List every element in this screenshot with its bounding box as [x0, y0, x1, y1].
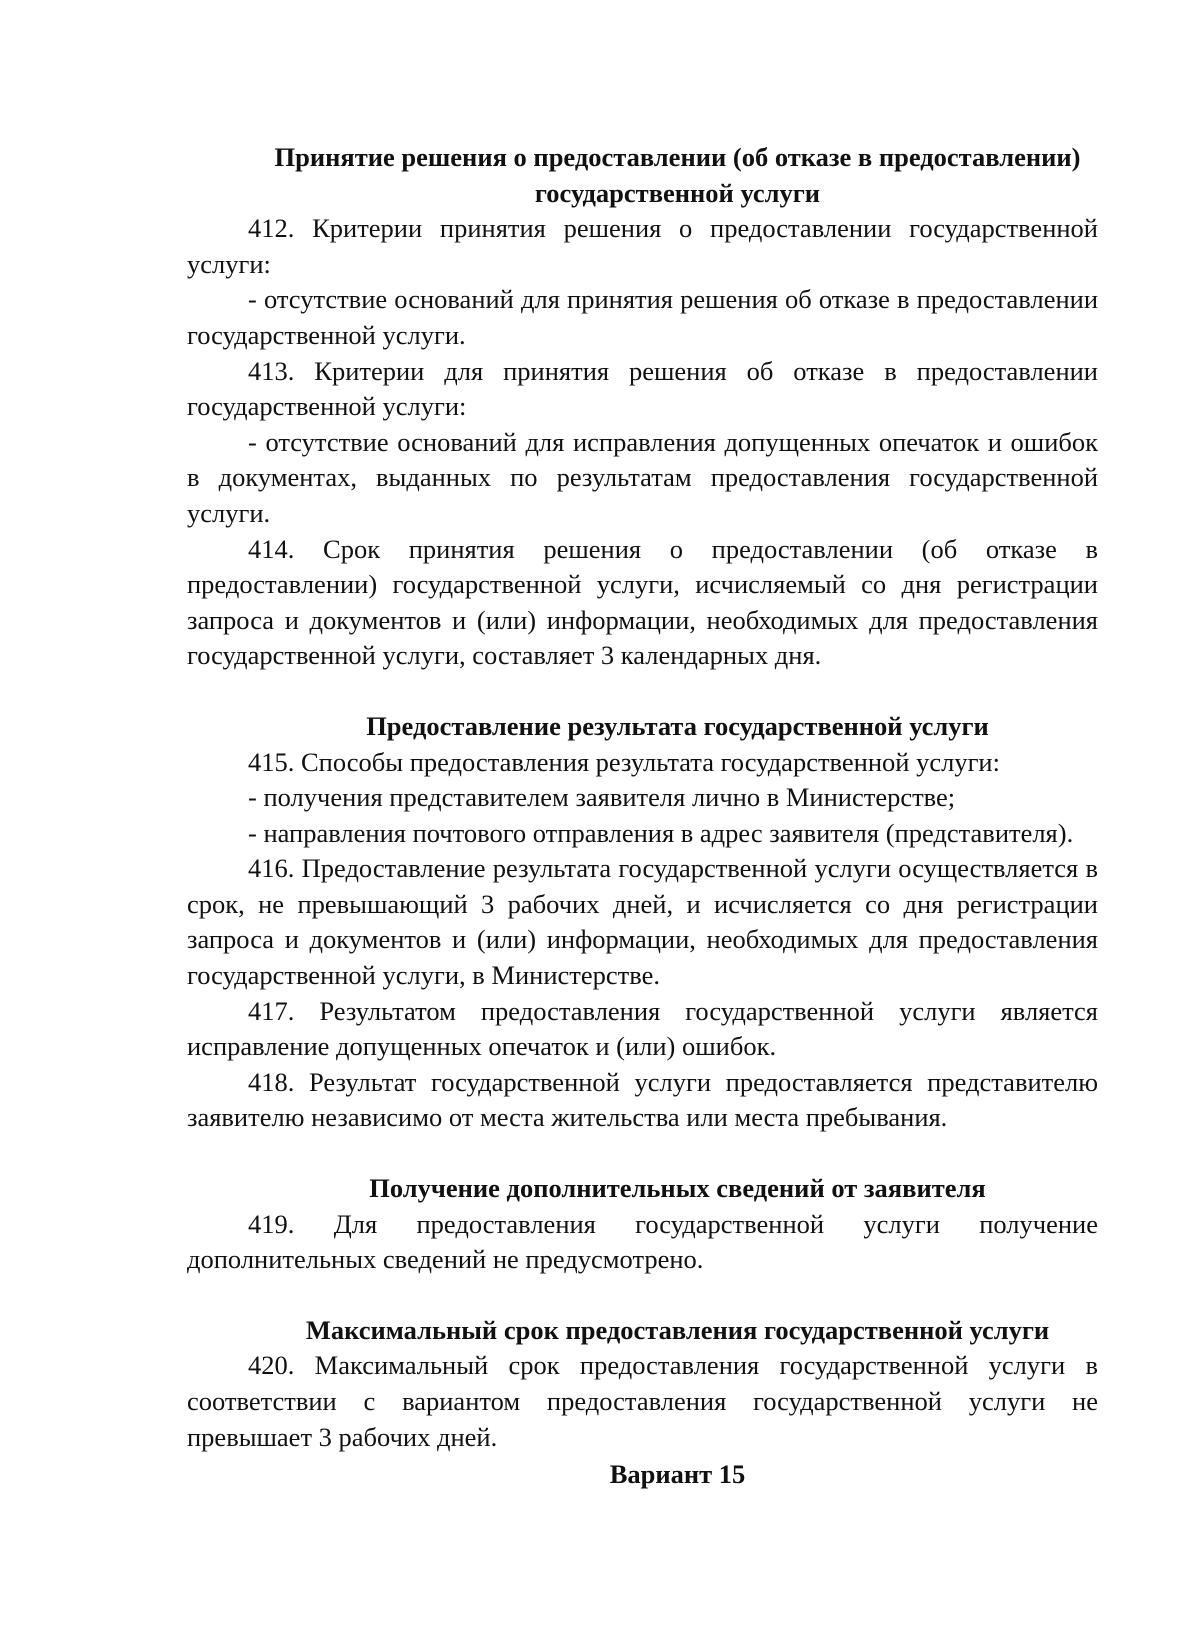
section-heading-max-term: Максимальный срок предоставления государственной услуги: [305, 1314, 1050, 1345]
paragraph-417: 417. Результатом предоставления государственной услуги является исправление допущенных опечаток и (или) ошибок.: [187, 995, 1098, 1062]
paragraph-413: 413. Критерии для принятия решения об отказе в предоставлении государственной услуги:: [187, 355, 1098, 422]
paragraph-415-item-2: - направления почтового отправления в адрес заявителя (представителя).: [248, 817, 1074, 848]
paragraph-418: 418. Результат государственной услуги предоставляется представителю заявителю независимо от места жительства или места пребывания.: [187, 1066, 1098, 1133]
paragraph-415-item-1: - получения представителем заявителя лично в Министерстве;: [248, 782, 956, 813]
paragraph-416: 416. Предоставление результата государственной услуги осуществляется в срок, не превышающий 3 рабочих дней, и исчисляется со дня регистрации запроса и документов и (или) информации, необходимых для предоставления государственной услуги, в Министерстве.: [187, 853, 1098, 991]
section-heading-decision-line2: государственной услуги: [534, 177, 821, 208]
paragraph-413-item: - отсутствие оснований для исправления допущенных опечаток и ошибок в документах, выданных по результатам предоставления государственной услуги.: [187, 426, 1098, 528]
section-heading-decision-line1: Принятие решения о предоставлении (об отказе в предоставлении): [274, 142, 1081, 172]
paragraph-414: 414. Срок принятия решения о предоставлении (об отказе в предоставлении) государственной услуги, исчисляемый со дня регистрации запроса и документов и (или) информации, необходимых для предоставления государственной услуги, составляет 3 календарных дня.: [187, 533, 1098, 671]
paragraph-415: 415. Способы предоставления результата государственной услуги:: [248, 746, 1000, 777]
paragraph-419: 419. Для предоставления государственной услуги получение дополнительных сведений не предусмотрено.: [187, 1208, 1098, 1275]
variant-heading: Вариант 15: [609, 1459, 746, 1490]
document-body: [187, 140, 1098, 1493]
paragraph-412: 412. Критерии принятия решения о предоставлении государственной услуги:: [187, 213, 1098, 279]
paragraph-412-item: - отсутствие оснований для принятия решения об отказе в предоставлении государственной услуги.: [187, 284, 1098, 350]
section-heading-result: Предоставление результата государственной услуги: [366, 710, 989, 741]
section-heading-additional-info: Получение дополнительных сведений от заявителя: [369, 1173, 986, 1204]
paragraph-420: 420. Максимальный срок предоставления государственной услуги в соответствии с вариантом предоставления государственной услуги не превышает 3 рабочих дней.: [187, 1350, 1098, 1452]
section-heading-decision: [187, 140, 1098, 211]
